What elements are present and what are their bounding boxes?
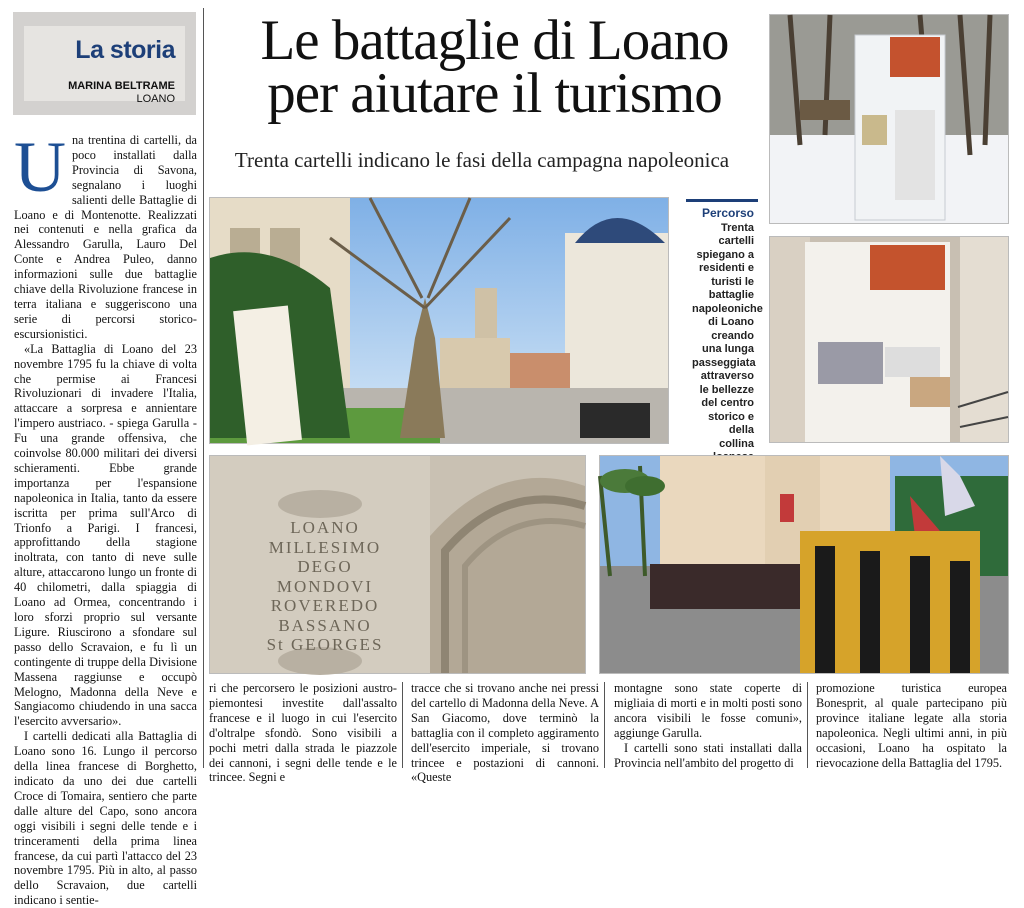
caption-bar	[686, 199, 758, 202]
photo-caption	[692, 206, 763, 465]
column-divider	[402, 682, 403, 768]
caption-title: Percorso	[701, 206, 754, 220]
caption-text: Trenta cartelli spiegano a residenti e turisti le battaglie napoleoniche di Loano creando una lunga passeggiata attraverso le bellezze del centro storico e della collina	[692, 221, 763, 450]
drop-cap: U	[14, 127, 66, 207]
dateline-place: LOANO	[136, 93, 175, 105]
paragraph: promozione turistica europea Bonesprit, al quale partecipano più province italiane legate alla storia napoleonica. Negli ultimi anni, in più occasioni, Loano ha ospitato la rievocazione della Battaglia del 1795.	[816, 681, 1007, 770]
photo-sign-snow	[769, 14, 1009, 224]
column-divider	[203, 8, 204, 768]
inscription-line: DEGO	[297, 557, 353, 576]
article-column-3	[411, 681, 599, 785]
photo-sign-closeup	[769, 236, 1009, 443]
article-column-1	[14, 127, 197, 908]
column-divider	[604, 682, 605, 768]
inscription-line: ROVEREDO	[270, 596, 380, 615]
inscription-line: MONDOVI	[276, 576, 374, 596]
inscription-line: St GEORGES	[266, 635, 384, 654]
photo-arc-de-triomphe	[209, 455, 586, 674]
article-column-2	[209, 681, 397, 785]
headline-line-1: Le battaglie di Loano	[260, 9, 729, 72]
rubric-inner	[24, 26, 185, 105]
paragraph-2: «La Battaglia di Loano del 23 novembre 1795 fu la chiave di volta che permise ai Francesi Rivoluzionari di invadere l'Italia, attaccare a sorpresa e annientare l'impero austriaco. - spiega Garulla - Fu una grande offensiva, che coinvolse 80.000 militari dei diversi schieramenti. Ebbe grande importanza per l'espansione napoleonica in Italia, tanto da essere iscritta per prima sull'Arco di Trionfo a Parigi. I francesi, approfittando della stagione inoltrata, con tanto di neve sulle alture, attaccarono lungo un fronte di 40 chilometri, dalla spiaggia di Loano ad Ormea, concentrando i loro sforzi proprio sul versante Ligure. Riuscirono a sfondare sul passo dello Scravaion, e fu lì un contingente di truppe della Divisione Massena raggiunse e occupò Melogno, Madonna della Neve e Sangiacomo chiudendo in una sacca l'esercito avversario».	[14, 341, 197, 729]
headline-line-2: per aiutare il turismo	[267, 62, 722, 125]
paragraph-1: Una trentina di cartelli, da poco installati dalla Provincia di Savona, segnalano i luoghi salienti delle Battaglie di Loano e di Montenotte. Realizzati nei contenuti e nella grafica da Alessandro Garulla, Lauro Del Conte e Andrea Puleo, danno informazioni sulle due battaglie chiave della Rivoluzione francese in terra italiana e suggeriscono una serie di percorsi storico-escursionistici.	[14, 127, 197, 341]
paragraph: I cartelli sono stati installati dalla Provincia nell'ambito del progetto di	[614, 740, 802, 770]
article-column-5	[816, 681, 1007, 771]
inscription-line: LOANO	[290, 518, 360, 537]
arch-inscription	[250, 518, 400, 655]
section-rubric	[13, 12, 196, 115]
paragraph: tracce che si trovano anche nei pressi del cartello di Madonna della Neve. A San Giacomo, dove terminò la battaglia con il completo aggiramento dell'esercito imperiale, si trovano trincee e postazioni di cannoni. «Queste	[411, 681, 599, 785]
photo-loano-square	[209, 197, 669, 444]
column-divider	[807, 682, 808, 768]
author-name: MARINA BELTRAME	[68, 80, 175, 92]
paragraph: ri che percorsero le posizioni austro-piemontesi investite dall'assalto francese e il luogo in cui l'esercito d'oltralpe sfondò. Sono visibili a pochi metri dalla strada le piazzole dei cannoni, i segni delle tende e le trincee. Segni e	[209, 681, 397, 785]
subheadline: Trenta cartelli indicano le fasi della campagna napoleonica	[234, 148, 730, 172]
article-column-4	[614, 681, 802, 771]
section-title: La storia	[75, 36, 175, 64]
inscription-line: BASSANO	[278, 615, 372, 635]
paragraph: montagne sono state coperte di migliaia di morti e in molti posti sono ancora visibili le fosse comuni», aggiunge Garulla.	[614, 681, 802, 740]
inscription-line: MILLESIMO	[268, 537, 382, 557]
paragraph-3: I cartelli dedicati alla Battaglia di Loano sono 16. Lungo il percorso della linea francese di Borghetto, indicato da uno dei due cartelli Croce di Tomaira, sentiero che parte dalle alture del Capo, sono ancora oggi visibili i segni delle tende e i trinceramenti della prima linea francese, da cui partì l'attacco del 23 novembre 1795. Più in alto, al passo dello Scravaion, due cartelli indicano i sentie-	[14, 729, 197, 908]
headline	[232, 9, 757, 125]
photo-reenactment	[599, 455, 1009, 674]
